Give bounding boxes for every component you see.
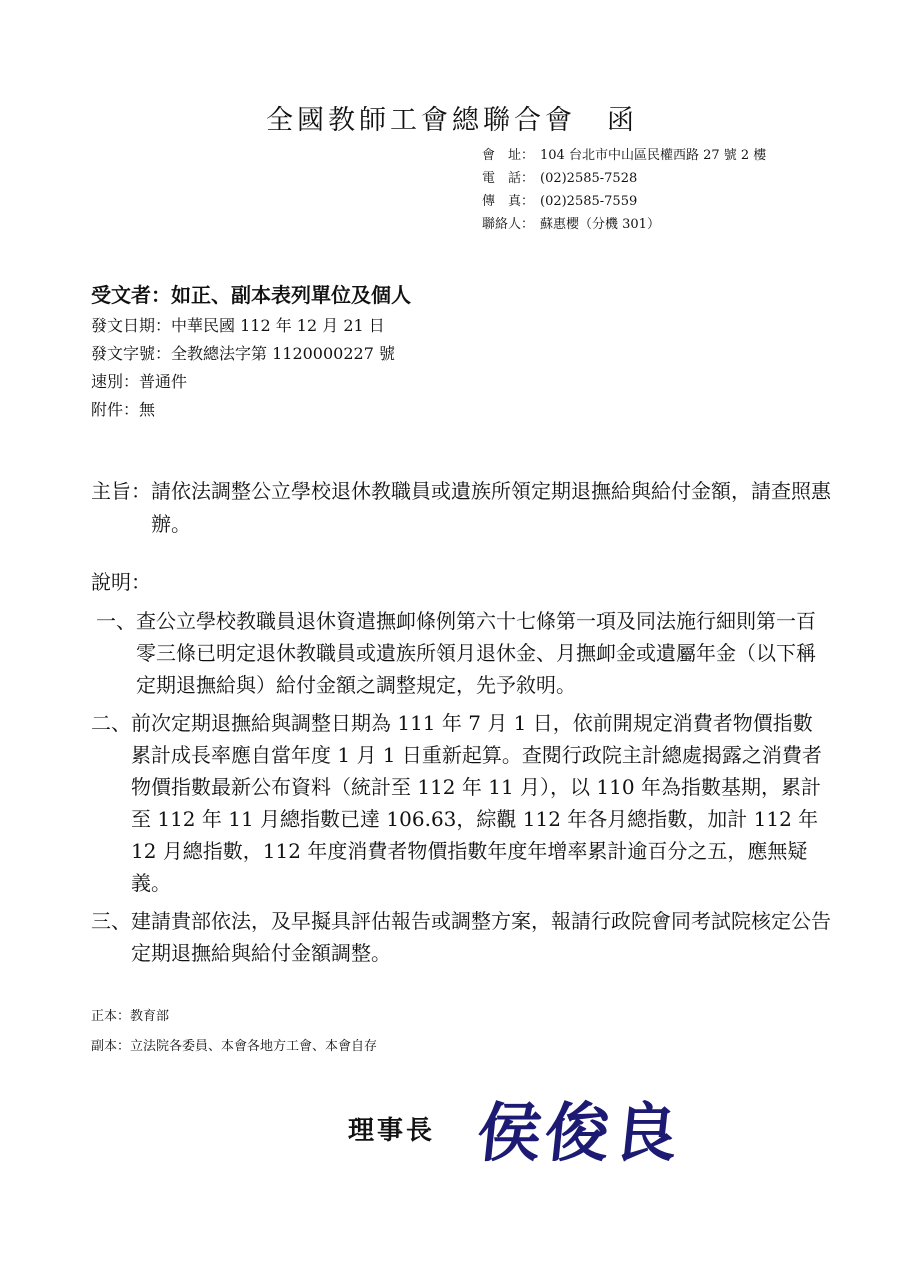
contact-label: 聯絡人： [482,217,535,232]
handwritten-signature: 侯俊良 [473,1097,686,1171]
item-number: 二、 [91,711,131,735]
item-number: 一、 [96,609,136,633]
signer-title: 理事長 [348,1116,436,1146]
recipient: 受文者：如正、副本表列單位及個人 [91,283,411,307]
explanation-label: 說明： [91,570,151,594]
address-line [482,146,766,169]
fax-line [482,192,766,215]
explanation-item [96,605,831,701]
delivery-speed: 速別：普通件 [91,372,188,391]
item-number: 三、 [91,909,131,933]
item-text: 前次定期退撫給與調整日期為 111 年 7 月 1 日，依前開規定消費者物價指數累計成長率應自當年度 1 月 1 日重新起算。查閱行政院主計總處揭露之消費者物價指數最新公布資料（統計至 112 年 11 月），以 110 年為指數基期，累計至 112 年 11 月總指數已達 106.63，綜觀 112 年各月總指數，加計 112 年 12 月總指數，112 年度消費者物價指數年度年增率累計逾百分之五，應無疑義。 [131,711,822,895]
phone-value: (02)2585-7528 [540,171,638,186]
phone-line [482,169,766,192]
phone-label: 電 話： [482,171,535,186]
issue-date: 發文日期：中華民國 112 年 12 月 21 日 [91,316,385,335]
document-body [91,475,831,969]
explanation-item [91,707,831,899]
item-text: 查公立學校教職員退休資遣撫卹條例第六十七條第一項及同法施行細則第一百零三條已明定退休教職員或遺族所領月退休金、月撫卹金或遺屬年金（以下稱定期退撫給與）給付金額之調整規定，先予敘明。 [136,609,816,697]
address-value: 104 台北市中山區民權西路 27 號 2 樓 [540,148,767,163]
contact-value: 蘇惠櫻（分機 301） [540,217,660,232]
item-text: 建請貴部依法，及早擬具評估報告或調整方案，報請行政院會同考試院核定公告定期退撫給與給付金額調整。 [131,909,831,965]
distribution-list [91,1002,377,1062]
address-label: 會 址： [482,148,535,163]
subject-label: 主旨： [91,479,151,503]
cc-recipients: 副本：立法院各委員、本會各地方工會、本會自存 [91,1039,378,1054]
subject-text: 請依法調整公立學校退休教職員或遺族所領定期退撫給與給付金額，請查照惠辦。 [151,479,831,536]
explanation-item [91,905,831,969]
document-number: 發文字號：全教總法字第 1120000227 號 [91,344,395,363]
fax-value: (02)2585-7559 [540,194,638,209]
subject [91,475,831,541]
signature-block [348,1082,768,1172]
document-meta [91,281,851,424]
contact-line [482,215,766,238]
attachment: 附件：無 [91,400,156,419]
main-recipient: 正本：教育部 [91,1009,170,1024]
fax-label: 傳 真： [482,194,535,209]
sender-contact-block [482,146,766,238]
document-title: 全國教師工會總聯合會 函 [266,105,638,136]
